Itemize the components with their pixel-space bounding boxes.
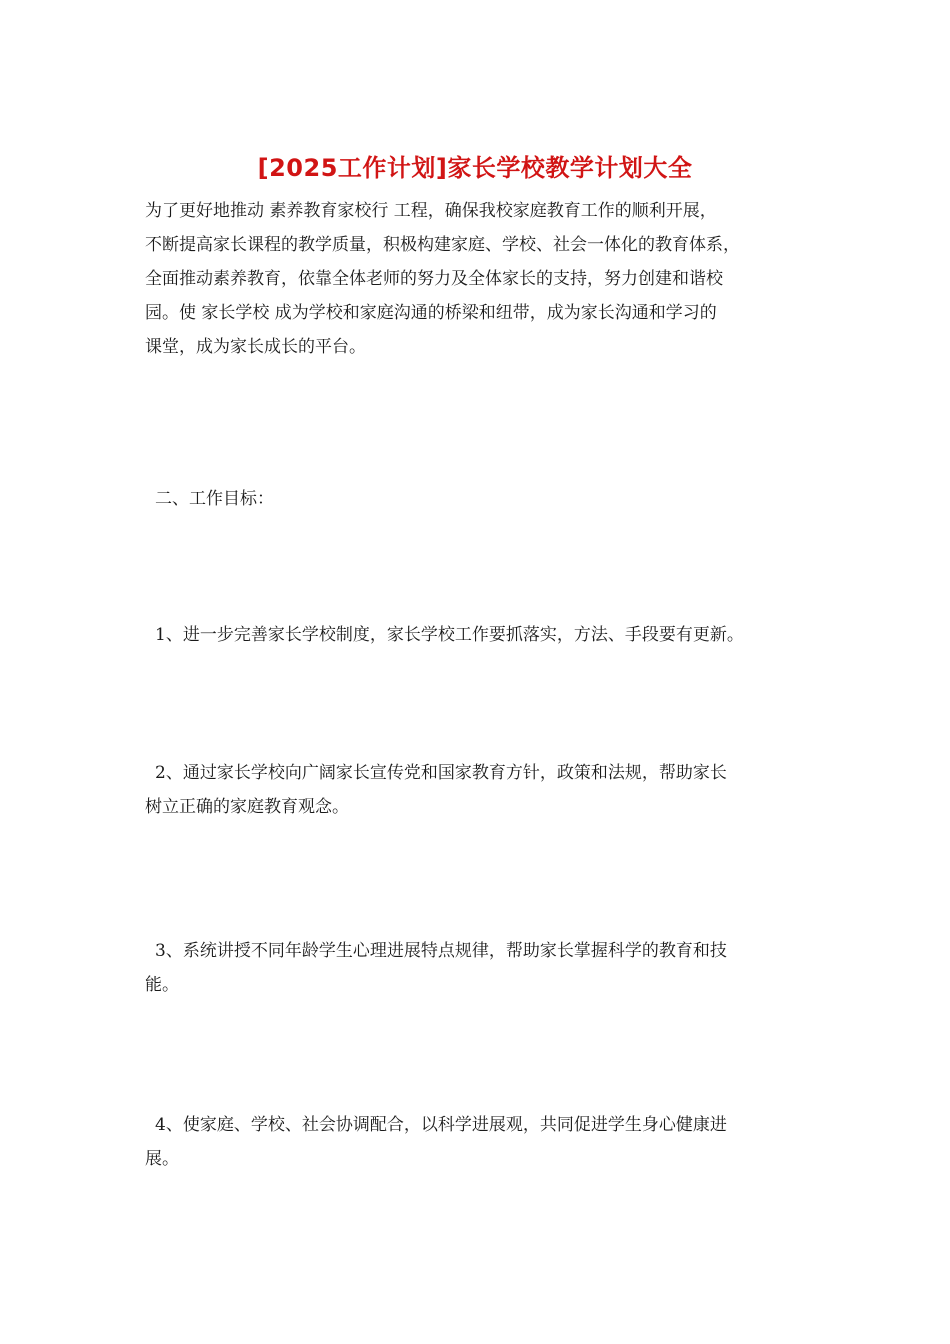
- intro-line: 为了更好地推动 素养教育家校行 工程，确保我校家庭教育工作的顺利开展，: [145, 201, 717, 221]
- intro-line: 不断提高家长课程的教学质量，积极构建家庭、学校、社会一体化的教育体系，: [145, 235, 740, 255]
- intro-line: 园。使 家长学校 成为学校和家庭沟通的桥梁和纽带，成为家长沟通和学习的: [145, 303, 717, 323]
- goal-line: 展。: [145, 1149, 179, 1169]
- goal-line: 树立正确的家庭教育观念。: [145, 797, 349, 817]
- goal-item: [145, 1108, 815, 1176]
- document-title: [2025工作计划]家长学校教学计划大全: [257, 154, 693, 182]
- intro-line: 全面推动素养教育，依靠全体老师的努力及全体家长的支持，努力创建和谐校: [145, 269, 723, 289]
- goal-item: [145, 618, 815, 652]
- goal-line: 2、通过家长学校向广阔家长宣传党和国家教育方针，政策和法规，帮助家长: [155, 763, 727, 783]
- goal-line: 4、使家庭、学校、社会协调配合，以科学进展观，共同促进学生身心健康进: [155, 1115, 727, 1135]
- section-heading: 二、工作目标：: [155, 489, 274, 509]
- intro-paragraph: [145, 194, 810, 364]
- goal-line: 1、进一步完善家长学校制度，家长学校工作要抓落实，方法、手段要有更新。: [155, 625, 744, 645]
- goal-line: 能。: [145, 975, 179, 995]
- goal-line: 3、系统讲授不同年龄学生心理进展特点规律，帮助家长掌握科学的教育和技: [155, 941, 727, 961]
- goal-item: [145, 934, 815, 1002]
- intro-line: 课堂，成为家长成长的平台。: [145, 337, 366, 357]
- goal-item: [145, 756, 815, 824]
